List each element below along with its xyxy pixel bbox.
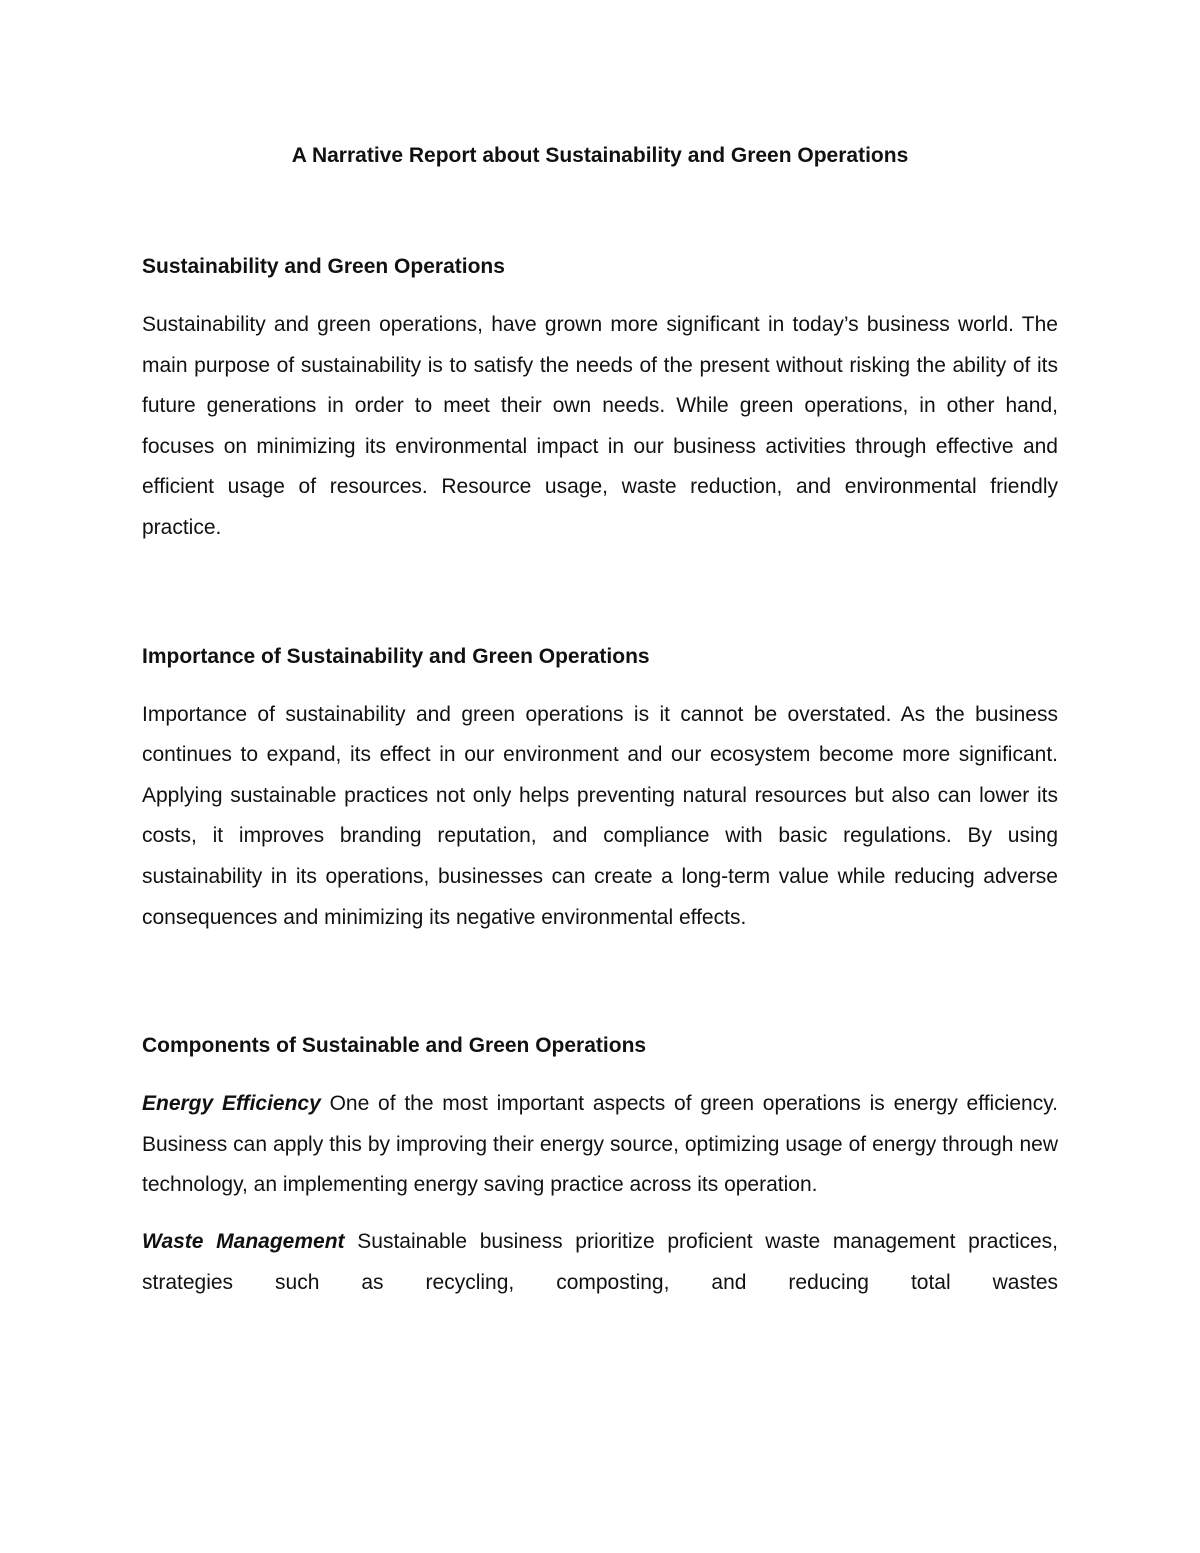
section-heading-sustainability: Sustainability and Green Operations [142,255,505,278]
paragraph-importance: Importance of sustainability and green operations is it cannot be overstated. As the business continues to expand, its effect in our environment and our ecosystem become more significant. Applying sustainable practices not only helps preventing natural resources but also can lower its costs, it improves branding reputation, and compliance with basic regulations. By using sustainability in its operations, businesses can create a long-term value while reducing adverse consequences and minimizing its negative environmental effects. [142,702,1058,929]
text-waste-management: Sustainable business prioritize proficient waste management practices, strategies such as recycling, composting, and reducing total wastes [142,1229,1058,1294]
component-energy-efficiency [142,1084,1058,1206]
document-page [142,138,1058,1303]
section-heading-importance: Importance of Sustainability and Green Operations [142,644,650,668]
text-energy-efficiency: One of the most important aspects of green operations is energy efficiency. Business can apply this by improving their energy source, optimizing usage of energy through new technology, an implementing energy saving practice across its operation. [142,1092,1058,1197]
component-waste-management [142,1222,1058,1303]
term-waste-management: Waste Management [142,1229,345,1253]
term-energy-efficiency: Energy Efficiency [142,1092,321,1116]
section-heading-components: Components of Sustainable and Green Operations [142,1034,647,1058]
paragraph-sustainability: Sustainability and green operations, have grown more significant in today’s business world. The main purpose of sustainability is to satisfy the needs of the present without risking the ability of its future generations in order to meet their own needs. While green operations, in other hand, focuses on minimizing its environmental impact in our business activities through effective and efficient usage of resources. Resource usage, waste reduction, and environmental friendly practice. [142,313,1058,539]
document-title: A Narrative Report about Sustainability and Green Operations [291,144,909,167]
